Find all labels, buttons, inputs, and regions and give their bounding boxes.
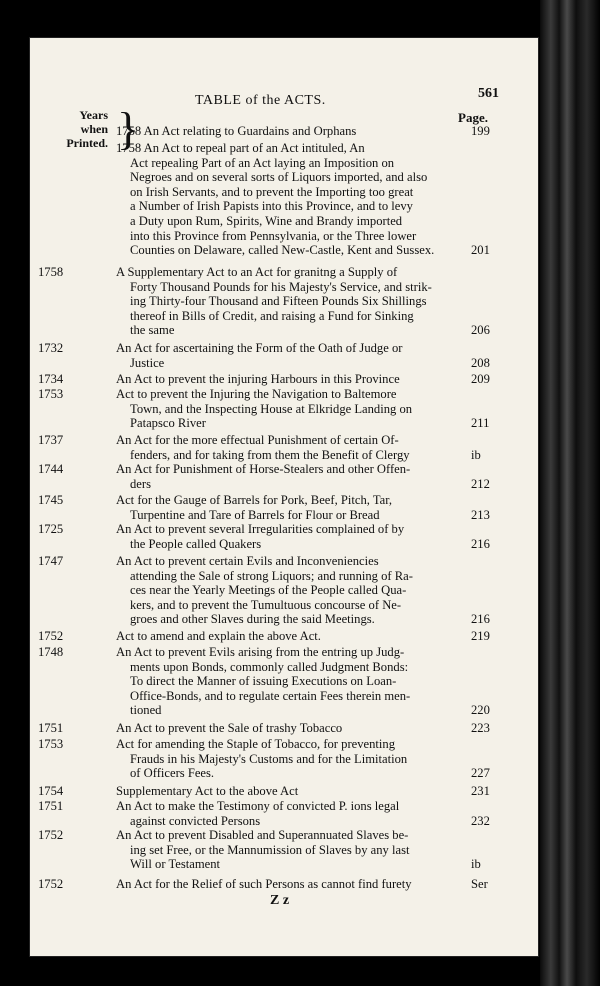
act-year: 1753 [38, 737, 64, 751]
brace-glyph: } [117, 103, 140, 154]
act-year: 1747 [38, 554, 64, 568]
act-page-number: 231 [471, 784, 490, 798]
act-title-line: 1758 An Act to repeal part of an Act intituled, An [116, 141, 365, 155]
act-title-line: ces near the Yearly Meetings of the People called Qua- [130, 583, 407, 598]
act-title-line: An Act to prevent Disabled and Superannuated Slaves be- [116, 828, 409, 842]
act-year: 1744 [38, 462, 64, 476]
act-year: 1737 [38, 433, 64, 447]
act-title-line: An Act for the more effectual Punishment of certain Of- [116, 433, 399, 447]
act-title-line: Act to prevent the Injuring the Navigation to Baltemore [116, 387, 397, 401]
act-title-line: tioned [130, 703, 162, 718]
act-year: 1758 [38, 265, 64, 279]
years-label-line: Printed. [66, 136, 108, 150]
act-title-line: An Act for the Relief of such Persons as cannot find furety [116, 877, 412, 891]
act-year: 1734 [38, 372, 64, 386]
act-page-number: 209 [471, 372, 490, 386]
act-title-line: into this Province from Pennsylvania, or the Three lower [130, 228, 417, 243]
act-title-line: ing Thirty-four Thousand and Fifteen Pounds Six Shillings [130, 294, 427, 309]
years-label-line: when [80, 122, 108, 136]
act-title-line: Counties on Delaware, called New-Castle, Kent and Sussex. [130, 243, 435, 258]
act-title-line: Will or Testament [130, 857, 221, 872]
act-year: 1752 [38, 828, 64, 842]
act-page-number: 206 [471, 323, 490, 338]
act-title-line: 1758 An Act relating to Guardains and Orphans [116, 124, 357, 138]
act-title-line: ing set Free, or the Mannumission of Slaves by any last [130, 842, 410, 857]
act-title-line: An Act to prevent several Irregularities complained of by [116, 522, 405, 536]
years-label-line: Years [79, 108, 108, 122]
act-title-line: Justice [130, 355, 165, 370]
act-year: 1752 [38, 877, 64, 891]
act-title-line: Act repealing Part of an Act laying an Imposition on [130, 155, 395, 170]
act-title-line: Forty Thousand Pounds for his Majesty's Service, and strik- [130, 279, 432, 294]
act-title-line: An Act to prevent Evils arising from the entring up Judg- [116, 645, 405, 659]
act-title-line: An Act to prevent the Sale of trashy Tobacco [116, 721, 343, 735]
act-title-line: of Officers Fees. [130, 766, 215, 781]
act-page-number: 212 [471, 476, 490, 491]
act-title-line: To direct the Manner of issuing Executions on Loan- [130, 674, 397, 689]
act-title-line: An Act for Punishment of Horse-Stealers and other Offen- [116, 462, 411, 476]
act-page-number: 219 [471, 629, 490, 643]
page-column-header: Page. [458, 110, 488, 125]
act-title-line: An Act to prevent certain Evils and Inconveniencies [116, 554, 379, 568]
act-title-line: Supplementary Act to the above Act [116, 784, 299, 798]
act-year: 1754 [38, 784, 64, 798]
act-title-line: An Act for ascertaining the Form of the Oath of Judge or [116, 341, 403, 355]
act-year: 1745 [38, 493, 64, 507]
act-page-number: ib [471, 857, 481, 872]
act-year: 1751 [38, 799, 64, 813]
act-page-number: Ser [471, 877, 488, 891]
act-title-line: ders [130, 476, 151, 491]
act-title-line: the People called Quakers [130, 536, 262, 551]
act-page-number: 201 [471, 243, 490, 258]
act-title-line: Act for the Gauge of Barrels for Pork, Beef, Pitch, Tar, [116, 493, 393, 507]
act-page-number: 232 [471, 813, 490, 828]
act-title-line: Act to amend and explain the above Act. [116, 629, 321, 643]
act-page-number: 199 [471, 124, 490, 138]
act-title-line: kers, and to prevent the Tumultuous concourse of Ne- [130, 597, 402, 612]
act-year: 1748 [38, 645, 64, 659]
act-title-line: An Act to make the Testimony of convicted P. ions legal [116, 799, 400, 813]
act-page-number: 216 [471, 612, 490, 627]
act-year: 1753 [38, 387, 64, 401]
act-title-line: Office-Bonds, and to regulate certain Fees therein men- [130, 688, 411, 703]
act-title-line: An Act to prevent the injuring Harbours in this Province [116, 372, 400, 386]
act-page-number: 216 [471, 536, 490, 551]
act-title-line: against convicted Persons [130, 813, 261, 828]
act-title-line: thereof in Bills of Credit, and raising a Fund for Sinking [130, 308, 414, 323]
act-title-line: the same [130, 323, 175, 338]
act-year: 1725 [38, 522, 64, 536]
act-page-number: ib [471, 447, 481, 462]
act-page-number: 213 [471, 507, 490, 522]
act-page-number: 223 [471, 721, 490, 735]
act-year: 1751 [38, 721, 64, 735]
act-title-line: a Duty upon Rum, Spirits, Wine and Brandy imported [130, 214, 403, 228]
signature-mark: Z z [270, 893, 290, 908]
act-page-number: 227 [471, 766, 490, 781]
act-title-line: Negroes and on several sorts of Liquors imported, and also [130, 170, 428, 185]
act-page-number: 211 [471, 416, 490, 431]
act-title-line: A Supplementary Act to an Act for granitng a Supply of [116, 265, 398, 279]
act-title-line: a Number of Irish Papists into this Province, and to levy [130, 199, 413, 214]
act-year: 1732 [38, 341, 64, 355]
act-year: 1752 [38, 629, 64, 643]
act-title-line: Patapsco River [130, 416, 206, 431]
act-title-line: ments upon Bonds, commonly called Judgment Bonds: [130, 659, 409, 674]
act-title-line: attending the Sale of strong Liquors; and running of Ra- [130, 568, 413, 583]
page-number: 561 [478, 86, 499, 101]
act-title-line: Town, and the Inspecting House at Elkridge Landing on [130, 401, 413, 416]
act-title-line: on Irish Servants, and to prevent the Importing too great [130, 184, 414, 199]
act-page-number: 220 [471, 703, 490, 718]
act-title-line: fenders, and for taking from them the Benefit of Clergy [130, 447, 410, 462]
act-page-number: 208 [471, 355, 490, 370]
act-title-line: Turpentine and Tare of Barrels for Flour or Bread [130, 507, 380, 522]
act-title-line: Act for amending the Staple of Tobacco, for preventing [116, 737, 396, 751]
act-title-line: Frauds in his Majesty's Customs and for the Limitation [130, 751, 408, 766]
page-title: TABLE of the ACTS. [195, 93, 326, 108]
act-title-line: groes and other Slaves during the said Meetings. [130, 612, 375, 627]
